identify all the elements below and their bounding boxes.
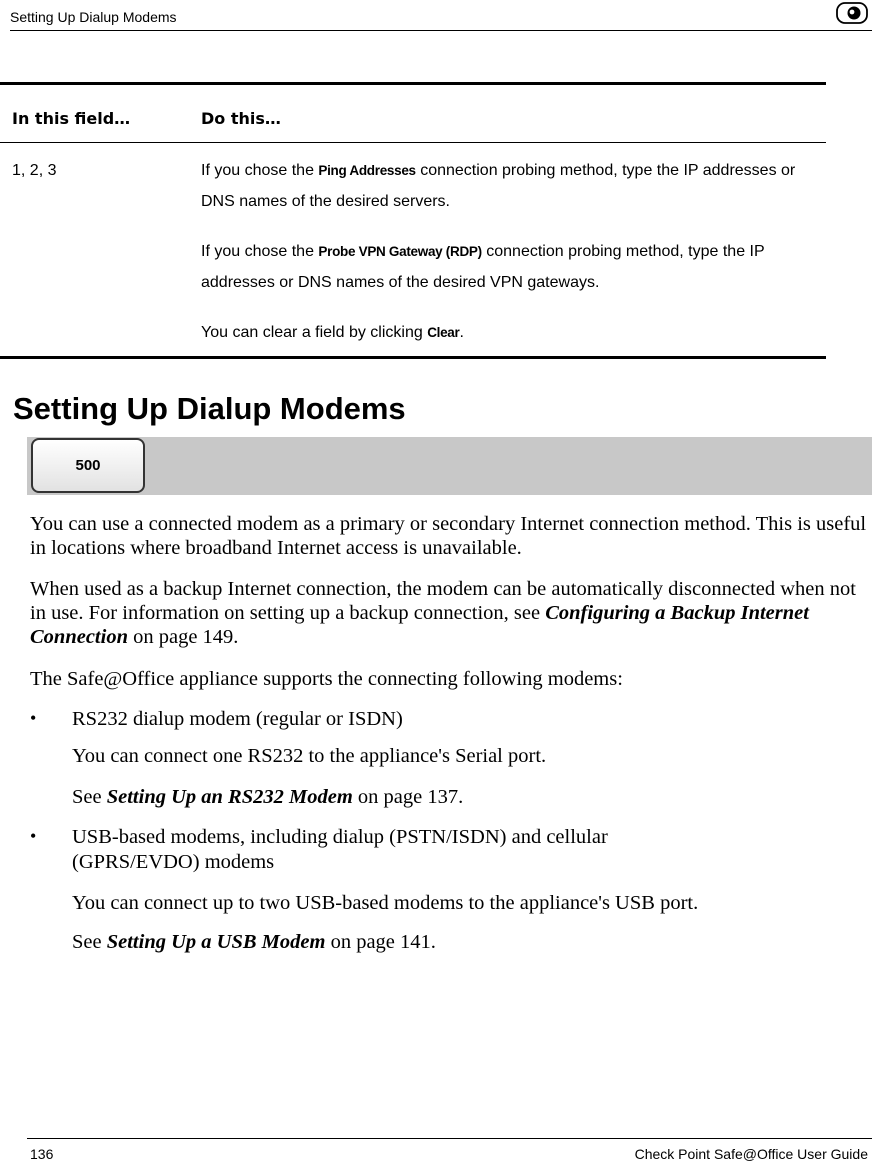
bullet-2-detail: You can connect up to two USB-based modems to the appliance's USB port. bbox=[72, 892, 699, 914]
table-header-rule bbox=[0, 142, 826, 143]
table-bottom-rule bbox=[0, 356, 826, 359]
table-top-rule bbox=[0, 82, 826, 85]
bullet-1-title: RS232 dialup modem (regular or ISDN) bbox=[72, 708, 403, 730]
bullet-dot: • bbox=[30, 708, 37, 728]
model-badge: 500 bbox=[31, 438, 145, 493]
bullet-2-title-line1: USB-based modems, including dialup (PSTN/ISDN) and cellular bbox=[72, 826, 608, 848]
bullet-1-see: See Setting Up an RS232 Modem on page 137. bbox=[72, 786, 464, 808]
backup-paragraph: When used as a backup Internet connection, the modem can be automatically disconnected when not in use. For information on setting up a backup connection, see Configuring a Backup Internet Connection on page 149. bbox=[30, 578, 856, 648]
link-setting-up-rs232[interactable]: Setting Up an RS232 Modem bbox=[106, 786, 353, 808]
bullet-2-see: See Setting Up a USB Modem on page 141. bbox=[72, 931, 436, 953]
intro-paragraph: You can use a connected modem as a primary or secondary Internet connection method. This is useful in locations where broadband Internet access is unavailable. bbox=[30, 513, 867, 559]
bullet-dot: • bbox=[30, 826, 37, 846]
table-header-field: In this field… bbox=[12, 109, 131, 128]
bullet-2-title-line2: (GPRS/EVDO) modems bbox=[72, 851, 275, 873]
running-header-title: Setting Up Dialup Modems bbox=[10, 9, 177, 25]
bullet-1-detail: You can connect one RS232 to the appliance's Serial port. bbox=[72, 745, 547, 767]
ui-term-ping-addresses: Ping Addresses bbox=[318, 163, 416, 178]
table-header-action: Do this… bbox=[201, 109, 281, 128]
ui-term-clear: Clear bbox=[427, 325, 460, 340]
guide-title: Check Point Safe@Office User Guide bbox=[634, 1146, 868, 1162]
header-rule bbox=[10, 30, 872, 31]
table-cell-paragraph-probe: If you chose the Probe VPN Gateway (RDP) connection probing method, type the IP addresses or DNS names of the desired VPN gateways. bbox=[201, 243, 765, 291]
supports-paragraph: The Safe@Office appliance supports the connecting following modems: bbox=[30, 668, 623, 690]
table-cell-field: 1, 2, 3 bbox=[12, 162, 57, 179]
link-setting-up-usb[interactable]: Setting Up a USB Modem bbox=[106, 931, 326, 953]
footer-rule bbox=[27, 1138, 872, 1139]
table-cell-paragraph-ping: If you chose the Ping Addresses connection probing method, type the IP addresses or DNS names of the desired servers. bbox=[201, 162, 796, 210]
model-band bbox=[27, 437, 872, 495]
ui-term-probe-vpn-gateway: Probe VPN Gateway (RDP) bbox=[318, 244, 482, 259]
table-cell-paragraph-clear: You can clear a field by clicking Clear. bbox=[201, 324, 464, 341]
link-configuring-backup[interactable]: Configuring a Backup Internet Connection bbox=[30, 602, 809, 648]
page-number: 136 bbox=[30, 1146, 54, 1162]
eye-toggle-icon bbox=[836, 2, 868, 24]
section-title: Setting Up Dialup Modems bbox=[13, 391, 406, 426]
